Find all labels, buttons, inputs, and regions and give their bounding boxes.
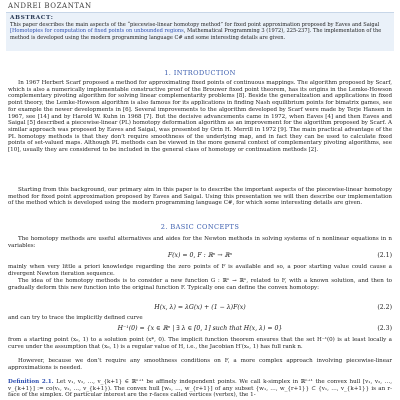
author-name: ANDREI BOZANTAN xyxy=(8,2,92,10)
basic-paragraph-1: The homotopy methods are useful alternatives and aides for the Newton methods in solving systems of n nonlinear equations in n variables: xyxy=(8,236,392,249)
section-title-basic-concepts: 2. BASIC CONCEPTS xyxy=(160,223,240,231)
basic-paragraph-5: from a starting point (x₀, 1) to a solution point (x*, 0). The implicit function theorem ensures that the set H⁻¹(0) is at least locally a curve under the assumption that (x₀, 1) is a regular value of H, i.e., the Jacobian H′(x₀, 1) has full rank n. xyxy=(8,337,392,350)
basic-paragraph-2: mainly when very little a priori knowledge regarding the zero points of F is available and so, a poor starting value could cause a divergent Newton iteration sequence. xyxy=(8,264,392,277)
abstract-text xyxy=(10,22,390,41)
equation-2-3-number: (2.3) xyxy=(377,325,392,332)
section-title-introduction: 1. INTRODUCTION xyxy=(164,69,236,77)
abstract-box xyxy=(6,12,394,51)
equation-2-3-body: H⁻¹(0) = {x ∈ ℝⁿ | ∃ λ ∈ [0, 1] such that H(x, λ) = 0} xyxy=(117,325,283,332)
equation-2-1-number: (2.1) xyxy=(377,252,392,259)
abstract-text-end: , Mathematical Programming 3 (1972), 225-237]. The implementation of the method is developed using the modern programming language C# and some interesting details are given. xyxy=(10,28,382,41)
abstract-reference[interactable]: [Homotopies for computation of fixed points on unbounded regions xyxy=(10,28,184,35)
definition-text: Let v₁, v₂, …, v_{k+1} ∈ ℝⁿ⁺¹ be affinely independent points. We call k-simplex in ℝⁿ⁺¹ the convex hull [v₁, v₂, …, v_{k+1}] := co(v₁, v₂, …, v_{k+1}). The convex hull [w₁, …, w_{r+1}] of any subset {w₁, …, w_{r+1}} ⊂ {v₁, …, v_{k+1}} is an r-face of the simplex. Of particular interest are the r-faces called vertices (vertex), the 1- xyxy=(8,379,392,399)
abstract-heading: ABSTRACT: xyxy=(10,15,54,21)
equation-2-2-number: (2.2) xyxy=(377,304,392,311)
basic-paragraph-4: and can try to trace the implicitly defined curve xyxy=(8,315,143,321)
equation-2-1 xyxy=(0,252,400,262)
intro-paragraph-2: Starting from this background, our primary aim in this paper is to describe the important aspects of the piecewise-linear homotopy method for fixed point approximation proposed by Eaves and Saigal. Using this presentation we will then describe our implementation of the method which is developed using the modern programming language C#, for which some interesting details are given. xyxy=(8,187,392,207)
equation-2-3 xyxy=(0,325,400,335)
basic-paragraph-3: The idea of the homotopy methods is to consider a new function G : ℝⁿ → ℝⁿ, related to F, with a known solution, and then to gradually deform this new function into the original function F. Typically one can define the convex homotopy: xyxy=(8,278,392,291)
equation-2-2 xyxy=(0,304,400,314)
definition-2-1 xyxy=(8,379,392,399)
equation-2-1-body: F(x) = 0, F : ℝⁿ → ℝⁿ xyxy=(167,252,233,259)
abstract-text-start: This paper describes the main aspects of the “piecewise-linear homotopy method” for fixed point approximation proposed by Eaves and Saigal xyxy=(10,22,380,28)
basic-paragraph-6: However, because we don’t require any smoothness conditions on F, a more complex approach involving piecewise-linear approximations is needed. xyxy=(8,358,392,371)
definition-label: Definition 2.1. xyxy=(8,379,54,385)
intro-paragraph-1: In 1967 Herbert Scarf proposed a method for approximating fixed points of continuous mappings. The algorithm proposed by Scarf, which is also a numerically implementable constructive proof of the Brouwer fixed point theorem, has its origins in the Lemke-Howson complementary pivoting algorithm for solving linear complementarity problems [8]. Beside the generalization and applications in fixed point theory, the Lemke-Howson algorithm is also famous for its applications in finding Nash equilibrium points for bimatrix games, see for example the newer developments in [6]. Several improvements to the algorithm developed by Scarf were made by Terje Hansen in 1967, see [14] and by Harold W. Kuhn in 1968 [7]. But the decisive advancements came in 1972, when Eaves [4] and then Eaves and Saigal [5] described a piecewise-linear (PL) homotopy deformation algorithm as an improvement for the algorithm proposed by Scarf. A similar approach was proposed by Eaves and Saigal, was presented by Orin H. Merrill in 1972 [9]. The main practical advantage of the PL homotopy methods is that they don’t require smoothness of the underlying map, and in fact they can be used to calculate fixed points of set-valued maps. Although PL methods can be viewed in the more general context of complementary pivoting algorithms, see [10], usually they are considered to be included in the general class of homotopy or continuation methods [2]. xyxy=(8,80,392,154)
equation-2-2-body: H(x, λ) = λG(x) + (1 − λ)F(x) xyxy=(154,304,246,311)
